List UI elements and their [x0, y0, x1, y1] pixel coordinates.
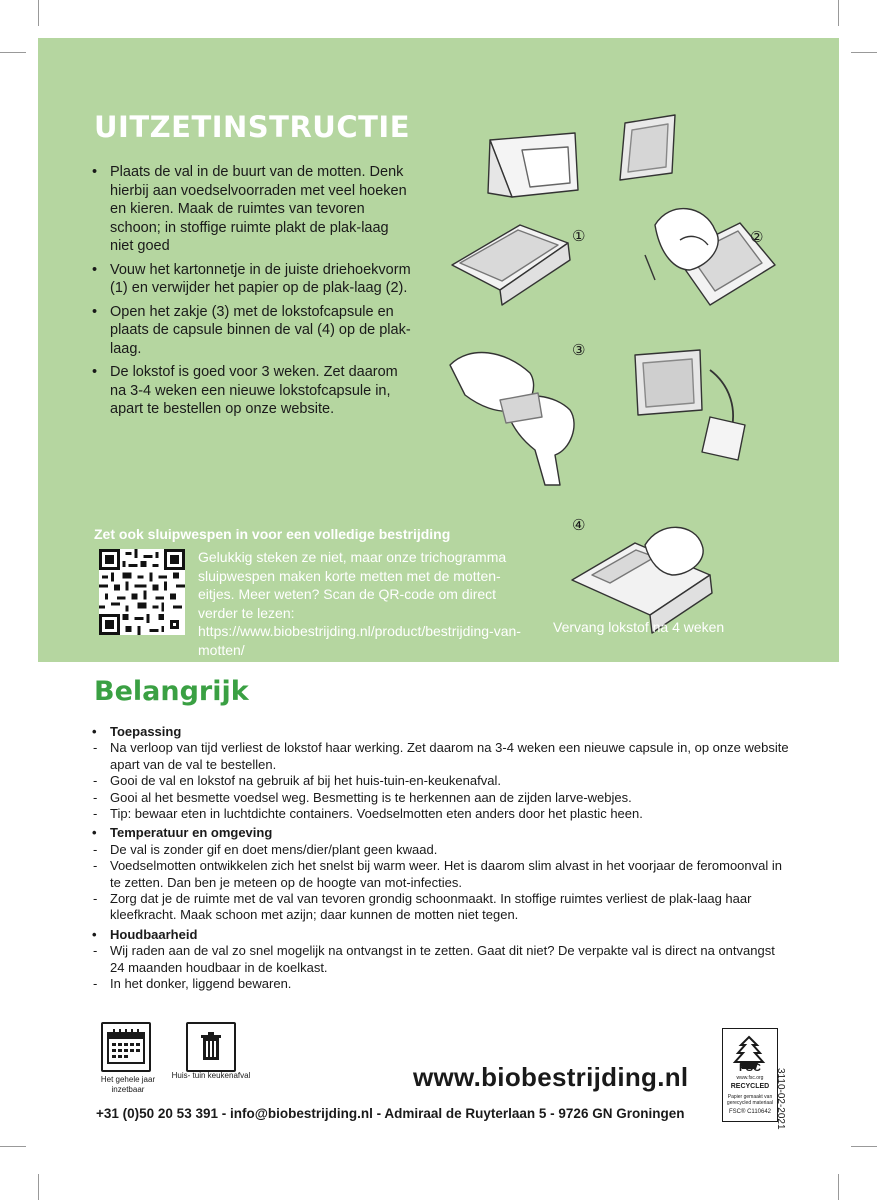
- step-marker-4: ④: [572, 516, 586, 534]
- crop-mark: [0, 52, 26, 53]
- sachet-illustration: [620, 115, 675, 180]
- website-link[interactable]: www.biobestrijding.nl: [413, 1062, 689, 1092]
- crop-mark: [851, 52, 877, 53]
- calendar-icon: [101, 1022, 151, 1072]
- qr-code[interactable]: [99, 549, 185, 635]
- instruction-step: • Plaats de val in de buurt van de motten. Denk hierbij aan voedselvoorraden met veel hoeken en kieren. Maak de ruimtes van tevoren schoon; in stoffige ruimte plakt de plak-laag niet goed: [92, 163, 412, 256]
- trash-bin-label: Huis- tuin keukenafval: [171, 1071, 251, 1080]
- fsc-logo: [722, 1028, 778, 1122]
- note-item: - Gooi de val en lokstof na gebruik af bij het huis-tuin-en-keukenafval.: [92, 773, 792, 789]
- fsc-logo-text: FSC: [739, 1062, 761, 1074]
- trap-step-1-illustration: [452, 225, 570, 305]
- step-marker-3: ③: [572, 341, 586, 359]
- contact-line: +31 (0)50 20 53 391 - info@biobestrijding.nl - Admiraal de Ruyterlaan 5 - 9726 GN Groningen: [96, 1106, 685, 1121]
- folded-card-illustration: [488, 133, 578, 197]
- important-title: Belangrijk: [94, 676, 249, 707]
- crop-mark: [38, 1174, 39, 1200]
- note-item: - Tip: bewaar eten in luchtdichte containers. Voedselmotten eten anders door het plastic heen.: [92, 806, 792, 822]
- important-notes: [92, 721, 792, 993]
- step-marker-2: ②: [750, 228, 764, 246]
- note-item: - Na verloop van tijd verliest de lokstof haar werking. Zet daarom na 3-4 weken een nieuwe capsule in, op onze website apart van de val te bestellen.: [92, 740, 792, 773]
- trap-step-4-illustration: [572, 527, 712, 633]
- calendar-label: Het gehele jaar inzetbaar: [100, 1075, 156, 1094]
- crop-mark: [851, 1146, 877, 1147]
- trap-step-3-illustration: [450, 350, 745, 485]
- document-code: 3110-02-2021: [775, 1068, 786, 1130]
- crop-mark: [0, 1146, 26, 1147]
- section-heading: • Houdbaarheid: [92, 927, 792, 943]
- note-item: - Gooi al het besmette voedsel weg. Besmetting is te herkennen aan de zijden larve-webjes.: [92, 790, 792, 806]
- note-item: - Voedselmotten ontwikkelen zich het snelst bij warm weer. Het is daarom slim alvast in het voorjaar de feromoonval in te zetten. Dan ben je meteen op de hoogte van mot-infecties.: [92, 858, 792, 891]
- note-item: - Wij raden aan de val zo snel mogelijk na ontvangst in te zetten. Gaat dit niet? De verpakte val is direct na ontvangst 24 maanden houdbaar in de koelkast.: [92, 943, 792, 976]
- instructions-title: UITZETINSTRUCTIE: [94, 110, 411, 144]
- trash-bin-icon: [186, 1022, 236, 1072]
- crop-mark: [38, 0, 39, 26]
- instruction-step: • Vouw het kartonnetje in de juiste driehoekvorm (1) en verwijder het papier op de plak-laag (2).: [92, 261, 412, 298]
- crop-mark: [838, 1174, 839, 1200]
- section-heading: • Toepassing: [92, 724, 792, 740]
- note-item: - Zorg dat je de ruimte met de val van tevoren grondig schoonmaakt. In stoffige ruimtes verliest de plak-laag haar kleefkracht. Maak schoon met azijn; daar kunnen de motten niet tegen.: [92, 891, 792, 924]
- fsc-license: FSC® C110642: [729, 1109, 771, 1115]
- promo-text: Gelukkig steken ze niet, maar onze trichogramma sluipwespen maken korte metten met de motten-eitjes. Meer weten? Scan de QR-code om direct verder te lezen: https://www.biobestrijding.nl/product/bestrijding-van-motten/: [198, 549, 521, 658]
- instruction-steps: [92, 163, 412, 424]
- instruction-step: • De lokstof is goed voor 3 weken. Zet daarom na 3-4 weken een nieuwe lokstofcapsule in, apart te bestellen op onze website.: [92, 363, 412, 419]
- trap-step-2-illustration: [645, 209, 775, 305]
- promo-heading: Zet ook sluipwespen in voor een volledige bestrijding: [94, 526, 451, 542]
- note-item: - De val is zonder gif en doet mens/dier/plant geen kwaad.: [92, 842, 792, 858]
- note-item: - In het donker, liggend bewaren.: [92, 976, 792, 992]
- crop-mark: [838, 0, 839, 26]
- section-heading: • Temperatuur en omgeving: [92, 825, 792, 841]
- fsc-recycled: RECYCLED: [730, 1083, 770, 1090]
- step-marker-1: ①: [572, 227, 586, 245]
- fsc-material: Papier gemaakt van gerecycled materiaal: [726, 1094, 774, 1106]
- fsc-url: www.fsc.org: [736, 1075, 764, 1081]
- instruction-step: • Open het zakje (3) met de lokstofcapsule en plaats de capsule binnen de val (4) op de plak-laag.: [92, 303, 412, 359]
- illustration-caption: Vervang lokstof na 4 weken: [553, 619, 725, 635]
